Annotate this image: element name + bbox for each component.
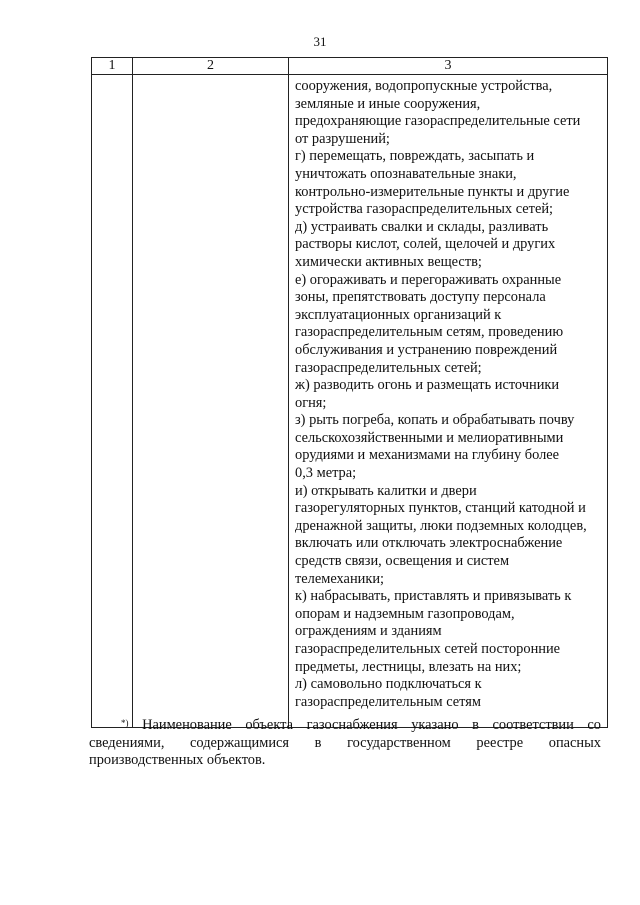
table-header-row bbox=[92, 58, 608, 75]
cell-col-3 bbox=[289, 75, 608, 728]
text-line: орудиями и механизмами на глубину более bbox=[295, 447, 560, 464]
text-line: к) набрасывать, приставлять и привязывать к bbox=[295, 588, 572, 605]
footnote-marker: *) bbox=[121, 718, 129, 728]
text-line: газораспределительных сетей посторонние bbox=[295, 641, 561, 657]
text-line: зоны, препятствовать доступу персонала bbox=[295, 289, 546, 306]
text-line: ограждениям и зданиям bbox=[295, 623, 442, 640]
text-line: опорам и надземным газопроводам, bbox=[295, 605, 515, 622]
text-line: контрольно-измерительные пункты и другие bbox=[295, 183, 570, 200]
footnote bbox=[89, 717, 601, 770]
regulation-table bbox=[91, 57, 608, 728]
text-line: средств связи, освещения и систем bbox=[295, 553, 510, 570]
text-line: е) огораживать и перегораживать охранные bbox=[295, 271, 562, 288]
text-line: л) самовольно подключаться к bbox=[295, 676, 482, 693]
text-line: газораспределительным сетям, проведению bbox=[295, 324, 564, 341]
text-line: растворы кислот, солей, щелочей и других bbox=[295, 236, 556, 253]
text-line: сооружения, водопропускные устройства, bbox=[295, 78, 553, 94]
text-line: от разрушений; bbox=[295, 130, 390, 147]
text-line: предохраняющие газораспределительные сети bbox=[295, 113, 581, 130]
cell-col-2 bbox=[133, 75, 289, 728]
text-line: з) рыть погреба, копать и обрабатывать почву bbox=[295, 412, 575, 429]
text-line: газораспределительных сетей; bbox=[295, 359, 482, 376]
text-line: огня; bbox=[295, 394, 327, 411]
text-line: химически активных веществ; bbox=[295, 253, 482, 270]
text-line: и) открывать калитки и двери bbox=[295, 482, 477, 499]
text-line: газорегуляторных пунктов, станций катодной и bbox=[295, 500, 586, 517]
text-line: г) перемещать, повреждать, засыпать и bbox=[295, 148, 535, 165]
footnote-line bbox=[89, 717, 601, 735]
text-line: телемеханики; bbox=[295, 570, 385, 587]
footnote-line: производственных объектов. bbox=[89, 752, 266, 768]
footnote-line: сведениями, содержащимися в государственном реестре опасных bbox=[89, 734, 601, 751]
text-line: сельскохозяйственными и мелиоративными bbox=[295, 429, 564, 446]
text-line: д) устраивать свалки и склады, разливать bbox=[295, 218, 549, 235]
text-line: включать или отключать электроснабжение bbox=[295, 535, 563, 552]
text-line: устройства газораспределительных сетей; bbox=[295, 201, 554, 218]
text-line: ж) разводить огонь и размещать источники bbox=[295, 377, 560, 394]
text-line: земляные и иные сооружения, bbox=[295, 95, 481, 112]
column-header-1: 1 bbox=[92, 58, 133, 75]
text-line: 0,3 метра; bbox=[295, 465, 357, 482]
text-line: дренажной защиты, люки подземных колодцев, bbox=[295, 517, 587, 534]
cell-col-1 bbox=[92, 75, 133, 728]
text-line: обслуживания и устранению повреждений bbox=[295, 341, 558, 358]
text-line: эксплуатационных организаций к bbox=[295, 306, 502, 323]
column-header-3: 3 bbox=[289, 58, 608, 75]
column-header-2: 2 bbox=[133, 58, 289, 75]
text-line: газораспределительным сетям bbox=[295, 693, 482, 710]
table-body-row bbox=[92, 75, 608, 728]
footnote-text: Наименование объекта газоснабжения указано в соответствии со bbox=[142, 717, 601, 733]
page-number: 31 bbox=[313, 34, 327, 49]
text-line: уничтожать опознавательные знаки, bbox=[295, 165, 517, 182]
text-line: предметы, лестницы, влезать на них; bbox=[295, 658, 522, 675]
